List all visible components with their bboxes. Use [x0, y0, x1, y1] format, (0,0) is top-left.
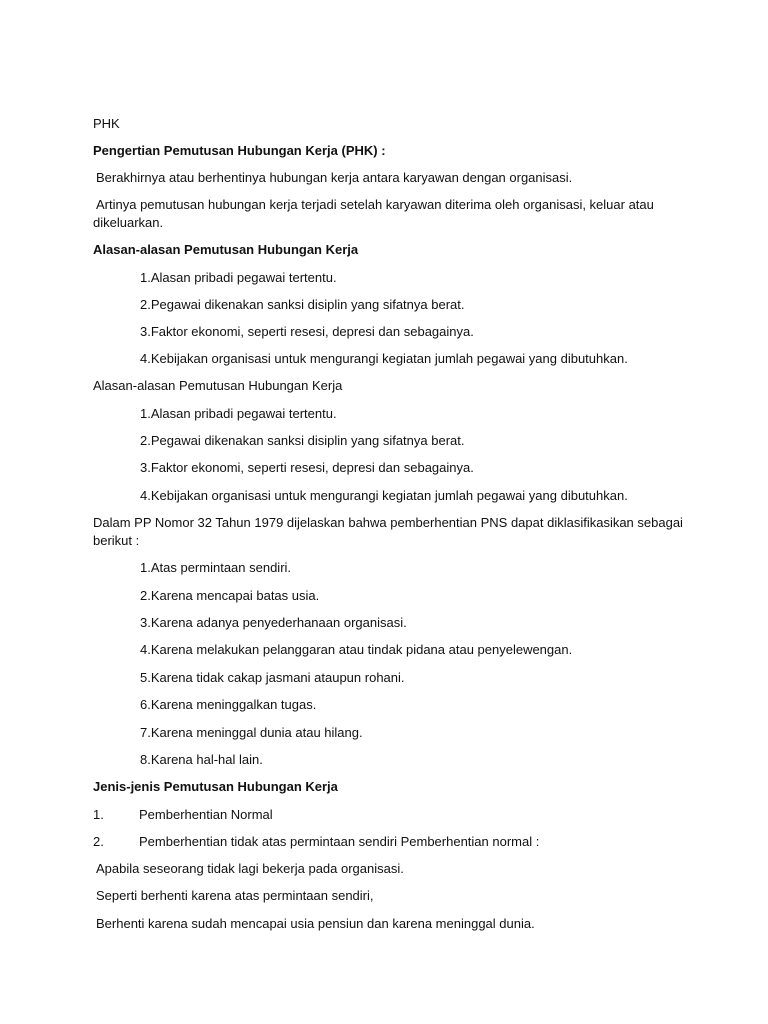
list-item: 1.Alasan pribadi pegawai tertentu.: [140, 270, 337, 285]
list-item: 5.Karena tidak cakap jasmani ataupun rohani.: [140, 670, 405, 685]
pp-paragraph-line-1: Dalam PP Nomor 32 Tahun 1979 dijelaskan bahwa pemberhentian PNS dapat diklasifikasikan sebagai: [93, 515, 683, 530]
numbered-item-number: 2.: [93, 834, 104, 849]
definition-paragraph-2-line-2: dikeluarkan.: [93, 215, 164, 230]
paragraph-normal-3: Berhenti karena sudah mencapai usia pensiun dan karena meninggal dunia.: [96, 916, 535, 931]
definition-paragraph-1: Berakhirnya atau berhentinya hubungan kerja antara karyawan dengan organisasi.: [96, 170, 573, 185]
list-item: 7.Karena meninggal dunia atau hilang.: [140, 725, 363, 740]
list-item: 6.Karena meninggalkan tugas.: [140, 697, 317, 712]
doc-title: PHK: [93, 116, 120, 131]
list-item: 1.Alasan pribadi pegawai tertentu.: [140, 406, 337, 421]
numbered-item-number: 1.: [93, 807, 104, 822]
pp-paragraph-line-2: berikut :: [93, 533, 140, 548]
list-item: 3.Karena adanya penyederhanaan organisasi.: [140, 615, 407, 630]
heading-jenis: Jenis-jenis Pemutusan Hubungan Kerja: [93, 779, 338, 794]
heading-alasan-1: Alasan-alasan Pemutusan Hubungan Kerja: [93, 242, 359, 257]
list-item: 4.Karena melakukan pelanggaran atau tindak pidana atau penyelewengan.: [140, 642, 573, 657]
heading-pengertian: Pengertian Pemutusan Hubungan Kerja (PHK) :: [93, 143, 386, 158]
list-item: 4.Kebijakan organisasi untuk mengurangi kegiatan jumlah pegawai yang dibutuhkan.: [140, 488, 628, 503]
numbered-item-text: Pemberhentian tidak atas permintaan sendiri Pemberhentian normal :: [139, 834, 540, 849]
numbered-item-text: Pemberhentian Normal: [139, 807, 273, 822]
list-item: 1.Atas permintaan sendiri.: [140, 560, 292, 575]
list-item: 4.Kebijakan organisasi untuk mengurangi kegiatan jumlah pegawai yang dibutuhkan.: [140, 351, 628, 366]
list-item: 2.Pegawai dikenakan sanksi disiplin yang sifatnya berat.: [140, 433, 465, 448]
heading-alasan-2: Alasan-alasan Pemutusan Hubungan Kerja: [93, 378, 343, 393]
list-item: 3.Faktor ekonomi, seperti resesi, depresi dan sebagainya.: [140, 324, 474, 339]
definition-paragraph-2-line-1: Artinya pemutusan hubungan kerja terjadi setelah karyawan diterima oleh organisasi, keluar atau: [96, 197, 654, 212]
list-item: 2.Karena mencapai batas usia.: [140, 588, 320, 603]
list-item: 8.Karena hal-hal lain.: [140, 752, 263, 767]
list-item: 3.Faktor ekonomi, seperti resesi, depresi dan sebagainya.: [140, 460, 474, 475]
list-item: 2.Pegawai dikenakan sanksi disiplin yang sifatnya berat.: [140, 297, 465, 312]
paragraph-normal-1: Apabila seseorang tidak lagi bekerja pada organisasi.: [96, 861, 404, 876]
paragraph-normal-2: Seperti berhenti karena atas permintaan sendiri,: [96, 888, 374, 903]
